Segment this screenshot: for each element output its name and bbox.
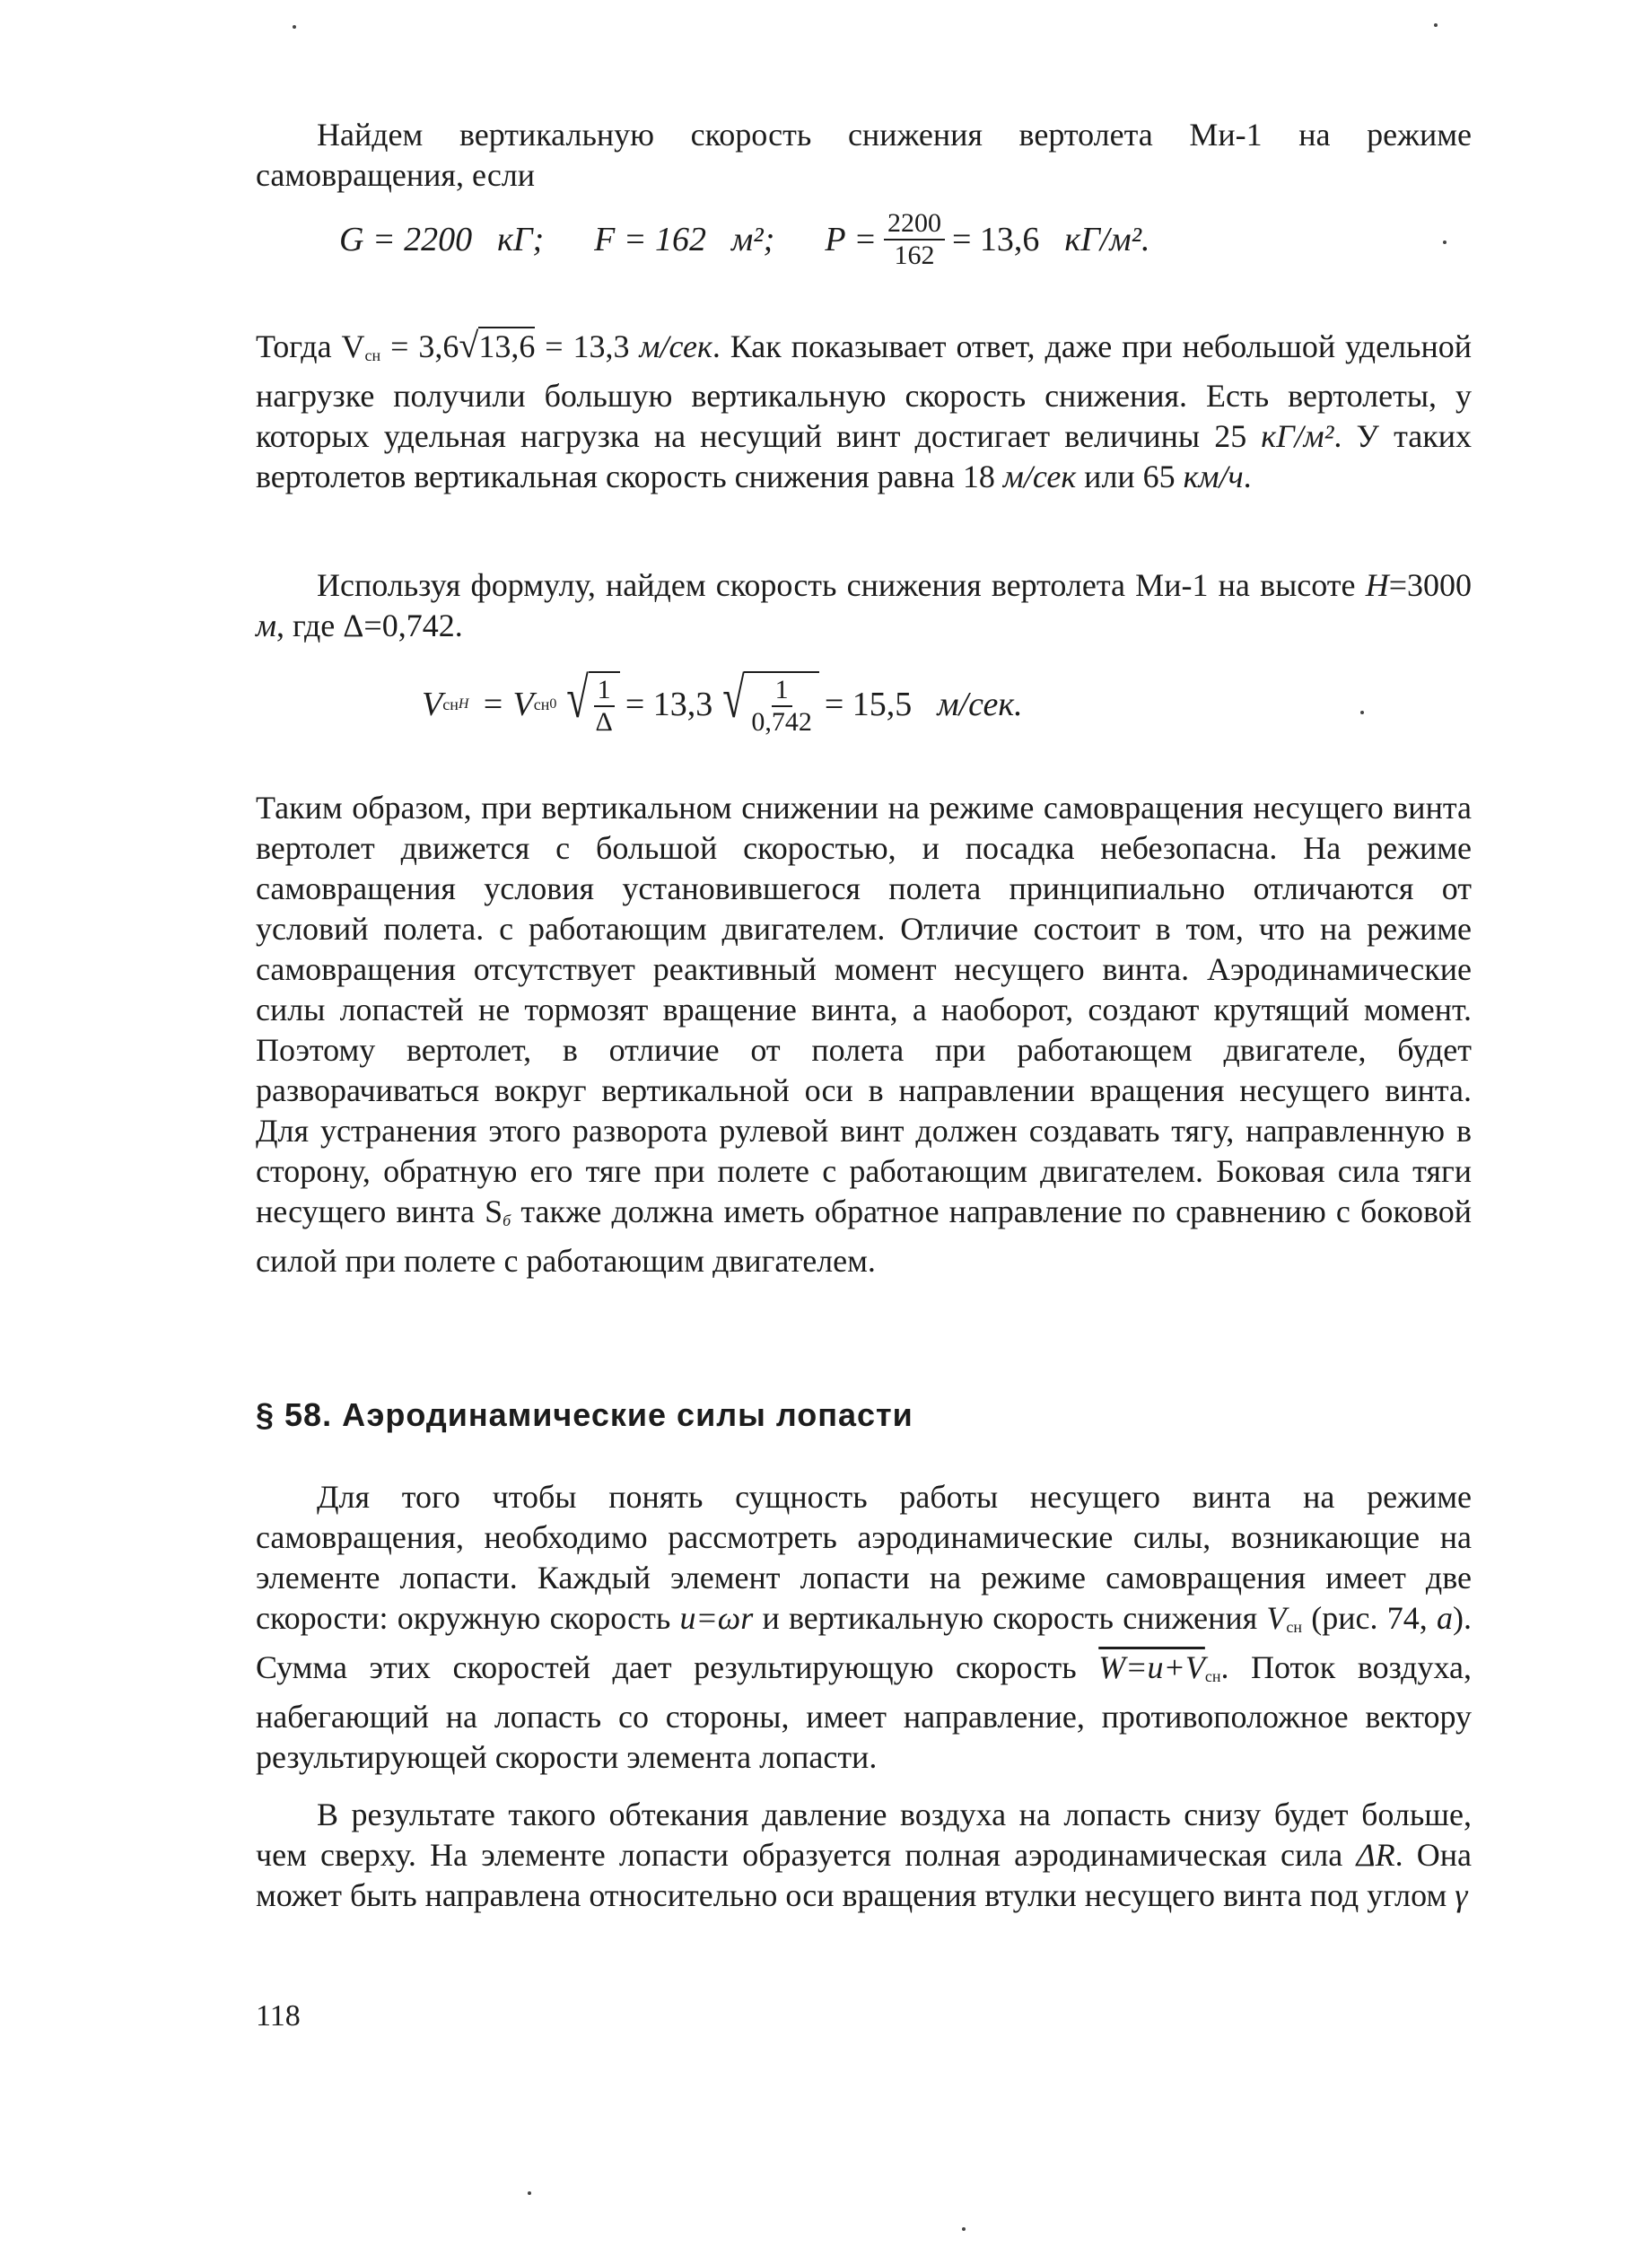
- p2-d-unit: кГ/м²: [1261, 418, 1334, 454]
- p2-a: Тогда V: [256, 328, 365, 364]
- formula-p-numerator: 2200: [884, 208, 945, 240]
- p4-main: Таким образом, при вертикальном снижении на режиме самовращения несущего винта вертолет движется с большой скоростью, и посадка небезопасна. На режиме самовращения условия установившегося полета принципиально отличаются от условий полета. с работающим двигателем. Отличие состоит в том, что на режиме самовращения отсутствует реактивный момент несущего винта. Аэродинамические силы лопастей не тормозят вращение винта, а наоборот, создают крутящий момент. Поэтому вертолет, в отличие от полета при работающем двигателе, будет разворачиваться вокруг вертикальной оси в направлении вращения несущего винта. Для устранения этого разворота рулевой винт должен создавать тягу, направленную в сторону, обратную его тяге при полете с работающим двигателем. Боковая сила тяги несущего винта S: [256, 790, 1472, 1229]
- formula-p-fraction: [884, 208, 945, 271]
- formula-p-denominator: 162: [894, 240, 935, 270]
- paragraph-pressure: [256, 1795, 1472, 1916]
- f2-eq3: = 15,5: [824, 686, 913, 723]
- p2-a-sub: сн: [364, 346, 381, 364]
- p5-g-sub: сн: [1204, 1667, 1221, 1685]
- f2-sqrt2: √ $\frac{1}{0,742}$: [718, 671, 819, 738]
- paragraph-blade-forces-text: [256, 1477, 1472, 1778]
- f2-frac1-num: 1: [594, 675, 615, 707]
- p3-b: H: [1365, 567, 1389, 603]
- f2-eq1: = V: [481, 686, 534, 723]
- p3-d: , где Δ=0,742.: [275, 608, 463, 643]
- formula-load: [339, 208, 1150, 271]
- p2-b: = 3,6: [380, 328, 459, 364]
- p2-c-unit: м/сек: [639, 328, 712, 364]
- scan-speck: [1443, 240, 1447, 244]
- paragraph-pressure-text: [256, 1795, 1472, 1916]
- p5-g: W=u+V: [1098, 1649, 1205, 1685]
- f2-frac2-den: 0,742: [751, 707, 812, 737]
- p6-a: В результате такого обтекания давление воздуха на лопасть снизу будет больше, чем сверху. На элементе лопасти образуется полная аэродинамическая сила: [256, 1797, 1472, 1873]
- section-heading: § 58. Аэродинамические силы лопасти: [256, 1396, 913, 1433]
- p2-e: . У таких вертолетов вертикальная скорость снижения равна 18: [256, 418, 1472, 494]
- f2-frac2-num: 1: [772, 675, 792, 707]
- paragraph-blade-forces: [256, 1477, 1472, 1778]
- paragraph-result-text: Тогда Vсн = 3,6√13,6 = 13,3 м/сек. Как показывает ответ, даже при небольшой удельной нагрузке получили большую вертикальную скорость снижения. Есть вертолеты, у которых удельная нагрузка на несущий винт достигает величины 25 кГ/м². У таких вертолетов вертикальная скорость снижения равна 18 м/сек или 65 км/ч.: [256, 325, 1472, 494]
- p3-c-unit: м: [256, 608, 276, 643]
- p5-h: . Поток воздуха, набегающий на лопасть со стороны, имеет направление, противоположное вектору результирующей скорости элемента лопасти.: [256, 1649, 1472, 1775]
- scan-speck: [1434, 23, 1438, 27]
- paragraph-formula-use: [256, 565, 1472, 646]
- p2-f: или 65: [1076, 459, 1184, 494]
- f2-lhs-subsub: H: [458, 696, 469, 712]
- p2-g: .: [1243, 459, 1252, 494]
- p2-f-unit: км/ч: [1183, 459, 1244, 494]
- formula-p-result: = 13,6: [951, 221, 1040, 258]
- formula-g-unit: кГ;: [497, 221, 545, 258]
- formula-p-unit: кГ/м².: [1064, 221, 1150, 258]
- f2-v0-subsub: 0: [549, 696, 557, 712]
- formula-g: G = 2200: [339, 221, 473, 258]
- p6-b: ΔR: [1356, 1837, 1395, 1873]
- p2-d: . Как показывает ответ, даже при небольшой удельной нагрузке получили большую вертикальную скорость снижения. Есть вертолеты, у которых удельная нагрузка на несущий винт достигает величины 25: [256, 328, 1472, 454]
- p5-e-it: a: [1437, 1600, 1454, 1636]
- p5-d: V: [1266, 1600, 1287, 1636]
- p5-b: u=ωr: [679, 1600, 754, 1636]
- formula-descent-speed: [422, 666, 1023, 738]
- p6-c: . Она может быть направлена относительно оси вращения втулки несущего винта под углом: [256, 1837, 1472, 1913]
- f2-lhs: V: [422, 686, 443, 723]
- f2-lhs-sub: сн: [442, 695, 459, 713]
- p3-c: =3000: [1388, 567, 1472, 603]
- paragraph-result: [256, 325, 1472, 497]
- p5-a: Для того чтобы понять сущность работы несущего винта на режиме самовращения, необходимо рассмотреть аэродинамические силы, возникающие на элементе лопасти. Каждый элемент лопасти на режиме самовращения имеет две скорости: окружную скорость: [256, 1479, 1472, 1636]
- paragraph-intro-text: Найдем вертикальную скорость снижения вертолета Ми-1 на режиме самовращения, если: [256, 117, 1472, 193]
- p2-e-unit: м/сек: [1002, 459, 1077, 494]
- p3-a: Используя формулу, найдем скорость снижения вертолета Ми-1 на высоте: [317, 567, 1366, 603]
- scan-speck: [962, 2227, 966, 2231]
- f2-eq2: = 13,3: [625, 686, 713, 723]
- formula-f: F = 162: [594, 221, 706, 258]
- p6-d: γ: [1455, 1877, 1468, 1913]
- formula-f-unit: м²;: [731, 221, 775, 258]
- f2-v0-sub: сн: [533, 695, 550, 713]
- p5-c: и вертикальную скорость снижения: [753, 1600, 1267, 1636]
- p5-e: (рис. 74,: [1302, 1600, 1438, 1636]
- p2-c: = 13,3: [535, 328, 640, 364]
- p5-d-sub: сн: [1286, 1618, 1303, 1636]
- page-number: 118: [256, 1999, 301, 2033]
- f2-frac1-den: Δ: [595, 707, 613, 737]
- scan-speck: [1360, 711, 1364, 714]
- scan-speck: [293, 25, 296, 29]
- paragraph-conclusion: [256, 788, 1472, 1281]
- p5-f: ). Сумма этих скоростей дает результирующую скорость: [256, 1600, 1473, 1685]
- p4-sub: б: [503, 1211, 511, 1229]
- paragraph-formula-use-text: [256, 565, 1472, 646]
- scan-speck: [528, 2191, 531, 2195]
- p2-sqrt: 13,6: [478, 328, 536, 364]
- formula-p: P =: [825, 221, 877, 258]
- f2-unit: м/сек.: [937, 686, 1023, 723]
- f2-sqrt1: √ $\frac{1}{\Delta}$: [562, 671, 619, 738]
- paragraph-intro: [256, 115, 1472, 196]
- p4-end: также должна иметь обратное направление по сравнению с боковой силой при полете с работающим двигателем.: [256, 1193, 1472, 1279]
- paragraph-conclusion-text: [256, 788, 1472, 1281]
